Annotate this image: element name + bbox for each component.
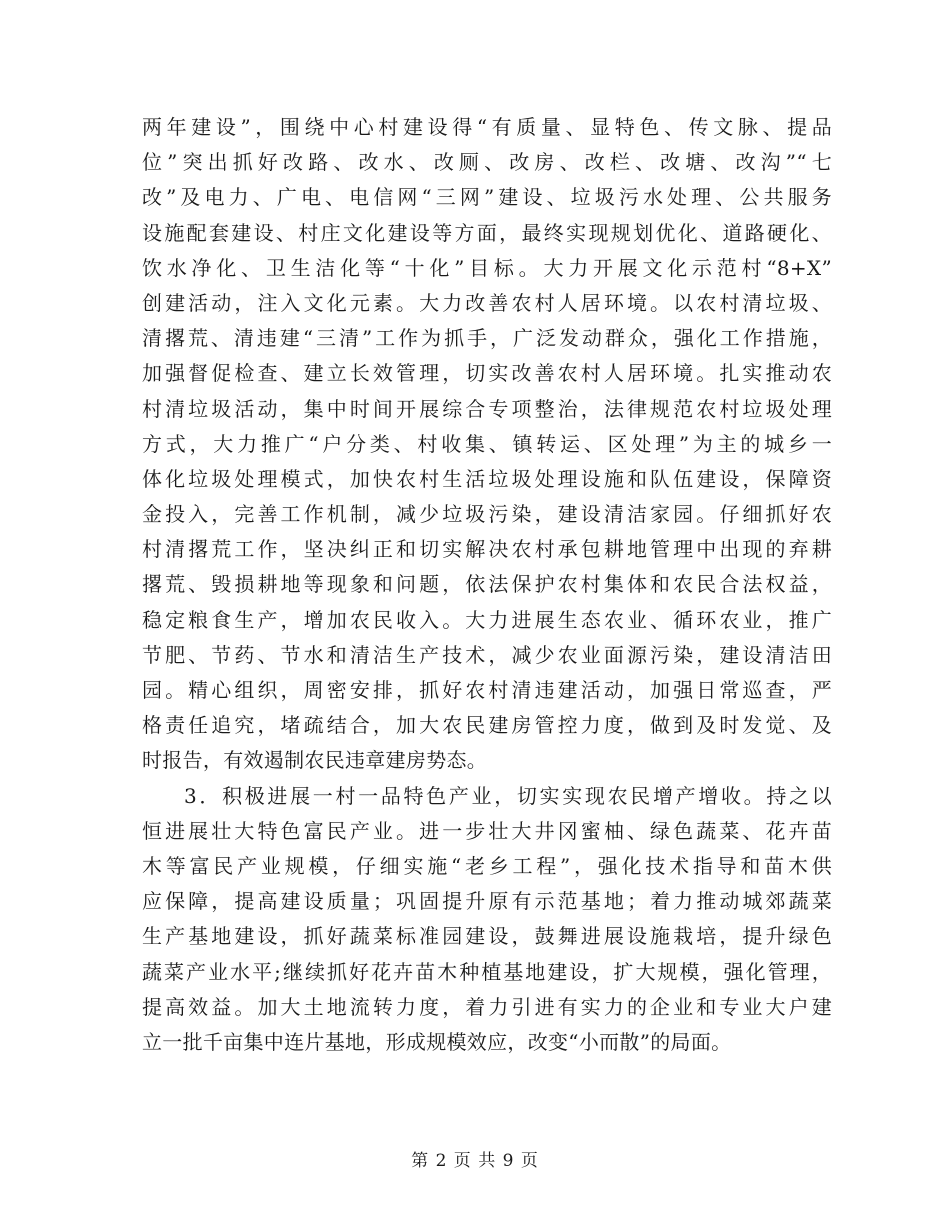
text-line: 蔬菜产业水平;继续抓好花卉苗木种植基地建设，扩大规模，强化管理， — [142, 959, 832, 984]
text-line: 两年建设”，围绕中心村建设得“有质量、显特色、传文脉、提品 — [142, 115, 832, 139]
body-text — [142, 110, 832, 1060]
text-line: 提高效益。加大土地流转力度，着力引进有实力的企业和专业大户建 — [142, 994, 832, 1019]
text-line: 生产基地建设，抓好蔬菜标准园建设，鼓舞进展设施栽培，提升绿色 — [142, 924, 832, 949]
text-line: 体化垃圾处理模式，加快农村生活垃圾处理设施和队伍建设，保障资 — [142, 466, 832, 491]
text-line: 创建活动，注入文化元素。大力改善农村人居环境。以农村清垃圾、 — [142, 290, 832, 315]
text-line: 清撂荒、清违建“三清”工作为抓手，广泛发动群众，强化工作措施， — [142, 326, 832, 351]
text-line: 村清撂荒工作，坚决纠正和切实解决农村承包耕地管理中出现的弃耕 — [142, 537, 832, 562]
text-line: 园。精心组织，周密安排，抓好农村清违建活动，加强日常巡查，严 — [142, 678, 832, 702]
text-line: 金投入，完善工作机制，减少垃圾污染，建设清洁家园。仔细抓好农 — [142, 502, 832, 527]
text-line: 格责任追究，堵疏结合，加大农民建房管控力度，做到及时发觉、及 — [142, 713, 832, 738]
text-line: 恒进展壮大特色富民产业。进一步壮大井冈蜜柚、绿色蔬菜、花卉苗 — [142, 818, 832, 843]
page-number-footer: 第 2 页 共 9 页 — [411, 1151, 539, 1171]
text-line: 设施配套建设、村庄文化建设等方面，最终实现规划优化、道路硬化、 — [142, 220, 832, 245]
text-line: 节肥、节药、节水和清洁生产技术，减少农业面源污染，建设清洁田 — [142, 642, 832, 667]
paragraph-start-line: 3．积极进展一村一品特色产业，切实实现农民增产增收。持之以 — [184, 783, 832, 808]
text-line: 位”突出抓好改路、改水、改厕、改房、改栏、改塘、改沟”“七 — [142, 150, 832, 175]
text-line: 方式，大力推广“户分类、村收集、镇转运、区处理”为主的城乡一 — [142, 431, 832, 456]
text-line: 改”及电力、广电、电信网“三网”建设、垃圾污水处理、公共服务 — [142, 185, 832, 210]
text-line: 立一批千亩集中连片基地，形成规模效应，改变“小而散”的局面。 — [142, 1029, 732, 1054]
text-line: 村清垃圾活动，集中时间开展综合专项整治，法律规范农村垃圾处理 — [142, 396, 832, 421]
text-line: 稳定粮食生产，增加农民收入。大力进展生态农业、循环农业，推广 — [142, 607, 832, 632]
text-line: 加强督促检查、建立长效管理，切实改善农村人居环境。扎实推动农 — [142, 361, 832, 386]
text-line: 时报告，有效遏制农民违章建房势态。 — [142, 748, 488, 773]
text-line: 撂荒、毁损耕地等现象和问题，依法保护农村集体和农民合法权益， — [142, 572, 832, 597]
text-line: 应保障，提高建设质量；巩固提升原有示范基地；着力推动城郊蔬菜 — [142, 889, 832, 914]
text-line: 饮水净化、卫生洁化等“十化”目标。大力开展文化示范村“8+X” — [142, 255, 832, 280]
text-line: 木等富民产业规模，仔细实施“老乡工程”，强化技术指导和苗木供 — [142, 853, 832, 878]
